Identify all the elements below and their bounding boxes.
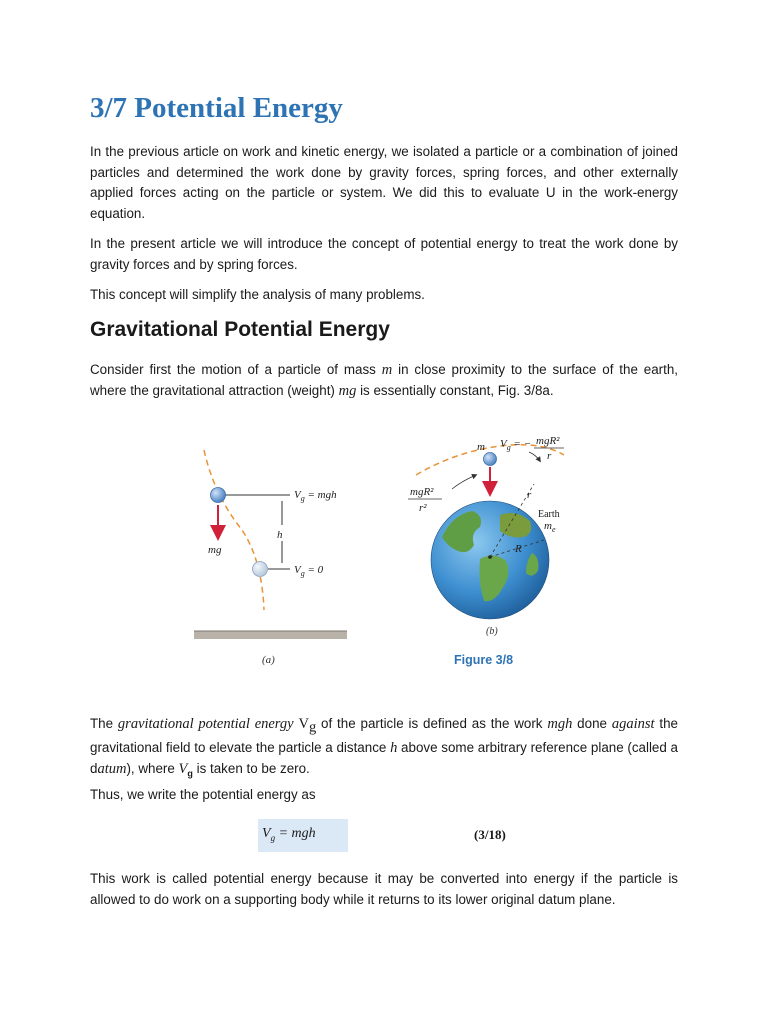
figure-caption: Figure 3/8 xyxy=(454,653,514,667)
figure-label-b: (b) xyxy=(486,626,498,637)
label-m-b: m xyxy=(477,441,485,453)
term-gpe: gravitational potential energy xyxy=(117,716,294,732)
page-title: 3/7 Potential Energy xyxy=(90,92,343,124)
section-heading: Gravitational Potential Energy xyxy=(90,318,390,341)
label-vg-b: $V_g$ = − xyxy=(500,438,532,452)
math-vg: V xyxy=(298,716,309,732)
particle-bottom xyxy=(253,562,268,577)
label-top-denominator: r xyxy=(547,450,552,462)
math-mgh: mgh xyxy=(547,716,573,732)
figure-3-8 xyxy=(180,425,600,675)
force-arrow-icon xyxy=(452,475,476,489)
text-run: in close proximity to the surface of the earth, where the gravitational attraction (weight) xyxy=(90,362,679,398)
text-run: above some arbitrary reference plane (called a d xyxy=(90,740,679,776)
paragraph-consider xyxy=(90,360,678,401)
label-r: r xyxy=(527,489,532,501)
equation-lhs: V xyxy=(262,826,271,841)
label-vg-bottom: $V_g = 0$ xyxy=(294,564,324,578)
label-R: R xyxy=(515,543,522,555)
particle-top xyxy=(211,488,226,503)
label-earth: Earth xyxy=(538,509,560,520)
equation-text xyxy=(262,826,316,843)
text-run: ), where xyxy=(126,760,179,776)
paragraph-intro: In the previous article on work and kinetic energy, we isolated a particle or a combination of joined particles and determined the work done by gravity forces, spring forces, and other externally applied forces acting on the particle or system. We did this to evaluate U in the work-energy equation. xyxy=(90,144,678,221)
ground-plane xyxy=(194,631,347,639)
paragraph-simplify: This concept will simplify the analysis of many problems. xyxy=(90,287,425,302)
math-h: h xyxy=(390,740,398,757)
math-vg2-sub: g xyxy=(187,768,193,779)
paragraph-conclusion: This work is called potential energy because it may be converted into energy if the particle is allowed to do work on a supporting body while it returns to its lower original datum plane. xyxy=(90,871,678,907)
figure-label-a: (a) xyxy=(262,654,275,666)
paragraph-thus: Thus, we write the potential energy as xyxy=(90,787,316,802)
text-run: is essentially constant, Fig. 3/8a. xyxy=(356,382,554,398)
math-vg-sub: g xyxy=(308,719,317,736)
label-me: $m_e$ xyxy=(544,520,556,534)
label-top-numerator: mgR² xyxy=(536,435,560,447)
particle-orbit xyxy=(484,453,497,466)
text-run: Consider first the motion of a particle of mass xyxy=(90,362,382,377)
text-run: of the particle is defined as the work xyxy=(316,716,548,731)
label-left-numerator: mgR² xyxy=(410,486,434,498)
text-run: is taken to be zero. xyxy=(192,760,310,776)
text-run: the gravitational field to elevate the particle a distance xyxy=(90,716,678,756)
label-left-denominator: r² xyxy=(419,502,427,514)
paragraph-present-article: In the present article we will introduce the concept of potential energy to treat the work done by gravity forces and by spring forces. xyxy=(90,236,678,272)
text-run: The xyxy=(90,716,118,731)
math-mg: mg xyxy=(338,382,357,399)
pointer-arrow-icon xyxy=(529,452,540,461)
math-m: m xyxy=(381,362,393,378)
term-against: against xyxy=(611,716,655,732)
label-vg-top: $V_g$ = mgh xyxy=(294,489,337,503)
equation-number: (3/18) xyxy=(474,827,506,842)
figure-drawing xyxy=(180,425,600,675)
math-vg2: V xyxy=(178,760,188,777)
label-mg: mg xyxy=(208,544,222,556)
paragraph-definition xyxy=(90,714,678,784)
equation-lhs-sub: g xyxy=(270,832,276,843)
trajectory-dashed-a xyxy=(204,450,264,610)
label-h: h xyxy=(277,529,283,541)
text-run: done xyxy=(572,716,612,731)
term-atum: atum xyxy=(97,760,127,777)
equation-rhs: = mgh xyxy=(275,826,316,841)
